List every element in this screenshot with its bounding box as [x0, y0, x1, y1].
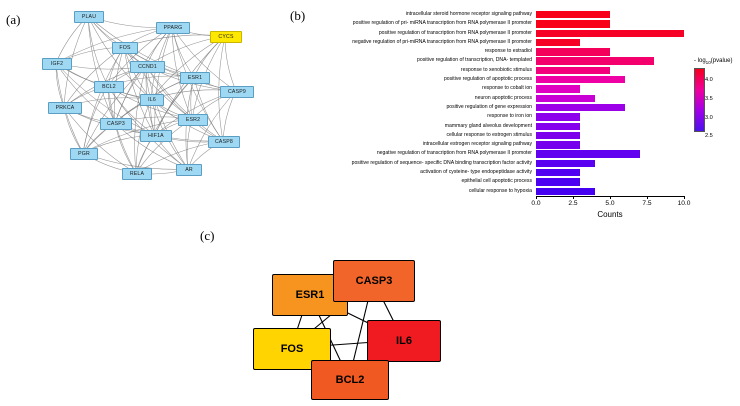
bar: [536, 178, 580, 185]
network-node-fos: FOS: [112, 42, 138, 54]
legend-title-rest: (pvalue): [710, 58, 733, 64]
network-node-cycs: CYCS: [210, 31, 242, 43]
bar-category-label: positive regulation of pri- miRNA transcription from RNA polymerase II promoter: [352, 20, 532, 27]
bar-row: [422, 141, 684, 148]
bar-category-label: activation of cysteine- type endopeptidase activity: [420, 169, 532, 176]
x-tick-label: 0.0: [531, 200, 541, 207]
network-node-pparg: PPARG: [156, 22, 190, 34]
bar-category-label: mammary gland alveolus development: [444, 122, 532, 129]
bar: [536, 85, 580, 92]
network-node-plau: PLAU: [74, 11, 104, 23]
network-node-ccnd1: CCND1: [130, 61, 165, 73]
legend-tick-label: 2.5: [705, 133, 713, 140]
bar-row: [446, 103, 684, 111]
bar-row: [417, 57, 684, 64]
legend-title-sub: 10: [705, 60, 711, 66]
bar: [536, 132, 580, 139]
colorbar-legend: [694, 58, 740, 140]
barchart-x-axis-label: Counts: [597, 210, 623, 219]
bar: [536, 169, 580, 176]
bar: [536, 123, 580, 130]
bar: [536, 104, 625, 111]
hub-node-casp3: CASP3: [333, 260, 415, 302]
ppi-network-graph: [28, 6, 276, 198]
bar: [536, 39, 580, 46]
bar-row: [446, 131, 684, 139]
bar-category-label: neuron apoptotic process: [474, 94, 532, 101]
network-node-esr1: ESR1: [180, 72, 210, 84]
bar: [536, 188, 595, 195]
bar-category-label: positive regulation of sequence- specific DNA binding transcription factor activity: [351, 159, 532, 166]
hub-node-esr1: ESR1: [272, 274, 348, 316]
legend-gradient-bar: [694, 68, 705, 132]
x-tick: [573, 196, 574, 199]
hub-gene-network: [245, 248, 485, 400]
hub-node-bcl2: BCL2: [311, 360, 389, 400]
bar-row: [352, 38, 684, 46]
bar: [536, 11, 610, 18]
bar: [536, 95, 595, 102]
network-node-igf2: IGF2: [42, 58, 72, 70]
bar-category-label: cellular response to hypoxia: [468, 187, 532, 194]
x-tick-label: 2.5: [568, 200, 578, 207]
bar-category-label: cellular response to estrogen stimulus: [446, 131, 532, 138]
x-tick: [610, 196, 611, 199]
bar-category-label: positive regulation of gene expression: [446, 103, 532, 110]
bar: [536, 141, 580, 148]
network-node-hif1a: HIF1A: [140, 130, 172, 142]
bar: [536, 113, 580, 120]
bar: [536, 57, 654, 64]
legend-tick-label: 3.5: [705, 95, 713, 102]
bar-category-label: response to cobalt ion: [482, 85, 532, 92]
bar-row: [405, 10, 684, 18]
bar-row: [468, 187, 684, 195]
network-node-ar: AR: [176, 164, 202, 176]
bar-row: [376, 150, 684, 157]
bar: [536, 20, 610, 27]
panel-a-label: (a): [6, 12, 21, 27]
hub-node-fos: FOS: [253, 328, 331, 370]
x-tick: [647, 196, 648, 199]
x-tick-label: 7.5: [642, 200, 652, 207]
bar-row: [474, 94, 684, 102]
bar-row: [461, 178, 684, 185]
bar-row: [487, 113, 684, 120]
go-enrichment-barchart: [300, 4, 733, 222]
bar: [536, 48, 610, 55]
bar-category-label: epithelial cell apoptotic process: [461, 178, 532, 185]
network-node-casp9: CASP9: [220, 86, 254, 98]
bar-row: [444, 122, 684, 130]
network-node-il6: IL6: [140, 94, 164, 106]
bar: [536, 30, 684, 37]
bar-row: [484, 48, 684, 55]
network-node-esr2: ESR2: [178, 114, 208, 126]
legend-tick-label: 3.0: [705, 114, 713, 121]
bar: [536, 160, 595, 167]
bar-row: [351, 159, 684, 167]
network-node-pgr: PGR: [70, 148, 98, 160]
bar-category-label: response to estradiol: [484, 48, 532, 55]
bar: [536, 150, 640, 157]
bar-row: [378, 29, 684, 37]
bar-row: [443, 76, 684, 83]
bar-row: [460, 66, 684, 74]
bar-category-label: positive regulation of transcription from RNA polymerase II promoter: [378, 29, 532, 36]
bar-category-label: response to xenobiotic stimulus: [460, 66, 532, 73]
legend-title: [694, 58, 740, 65]
x-tick: [684, 196, 685, 199]
bar-category-label: positive regulation of apoptotic process: [443, 76, 532, 83]
bar-category-label: response to iron ion: [487, 113, 532, 120]
bar-row: [352, 20, 684, 27]
hub-node-il6: IL6: [367, 320, 441, 362]
bar-category-label: negative regulation of pri-miRNA transcription from RNA polymerase II promoter: [352, 38, 532, 45]
bar: [536, 67, 610, 74]
bar-category-label: intracellular estrogen receptor signaling pathway: [422, 141, 532, 148]
x-tick: [536, 196, 537, 199]
bar: [536, 76, 625, 83]
bar-row: [482, 85, 684, 92]
x-tick-label: 10.0: [677, 200, 691, 207]
bar-category-label: negative regulation of transcription from RNA polymerase II promoter: [376, 150, 532, 157]
legend-title-main: - log: [694, 58, 706, 64]
panel-b-label: (b): [290, 8, 306, 23]
network-node-casp3: CASP3: [100, 118, 132, 130]
network-node-prkca: PRKCA: [48, 102, 82, 114]
panel-c-label: (c): [200, 228, 215, 243]
barchart-plot-area: [351, 10, 691, 207]
bar-category-label: positive regulation of transcription, DNA- templated: [417, 57, 532, 64]
x-tick-label: 5.0: [605, 200, 615, 207]
network-node-bcl2: BCL2: [94, 81, 124, 93]
bar-category-label: intracellular steroid hormone receptor signaling pathway: [405, 10, 532, 17]
bar-row: [420, 169, 684, 176]
network-node-rela: RELA: [122, 168, 152, 180]
legend-tick-label: 4.0: [705, 77, 713, 84]
network-node-casp8: CASP8: [208, 136, 240, 148]
